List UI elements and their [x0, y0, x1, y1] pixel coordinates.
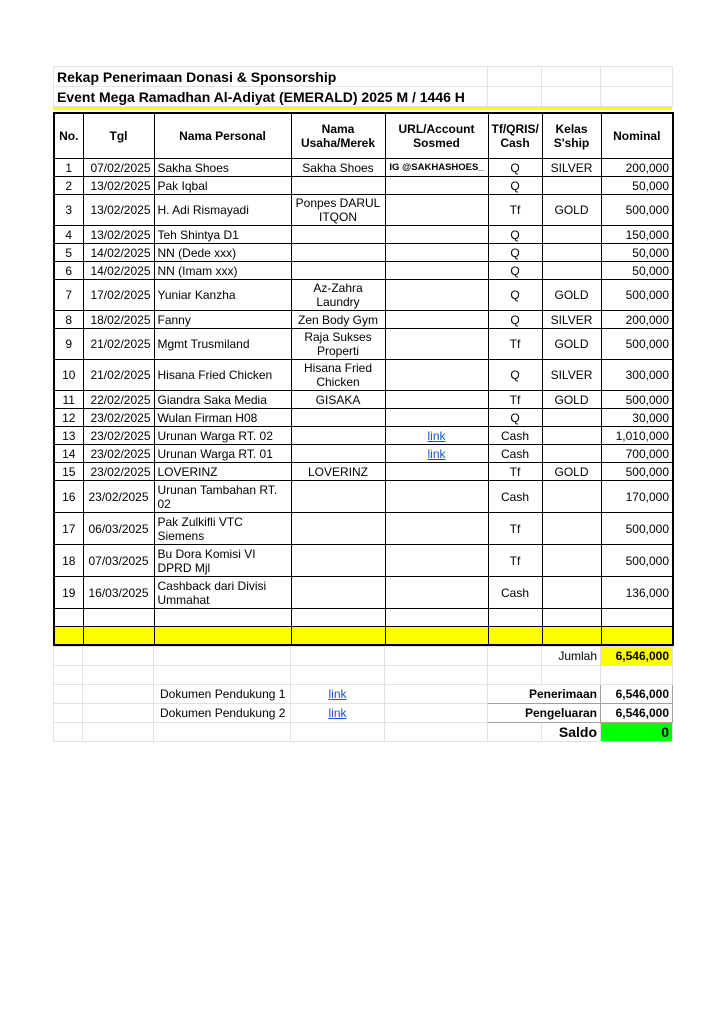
- document-label-1: Dokumen Pendukung 1: [154, 685, 291, 704]
- row-kelas: GOLD: [542, 463, 601, 481]
- row-url-account: [385, 463, 488, 481]
- row-url-account: [385, 226, 488, 244]
- row-kelas: SILVER: [542, 311, 601, 329]
- document-row-2: [54, 704, 673, 723]
- row-date: 18/02/2025: [83, 311, 154, 329]
- table-row: [54, 445, 673, 463]
- table-row: [54, 577, 673, 609]
- row-nama-personal: NN (Imam xxx): [154, 262, 291, 280]
- row-kelas: SILVER: [542, 360, 601, 391]
- row-number: 19: [54, 577, 83, 609]
- table-row: [54, 545, 673, 577]
- row-kelas: [542, 262, 601, 280]
- empty-row: [54, 609, 673, 627]
- table-row: [54, 280, 673, 311]
- row-payment-method: Q: [488, 226, 542, 244]
- row-nama-personal: H. Adi Rismayadi: [154, 195, 291, 226]
- row-payment-method: Q: [488, 360, 542, 391]
- row-nominal: 136,000: [601, 577, 673, 609]
- table-row: [54, 409, 673, 427]
- row-payment-method: Q: [488, 280, 542, 311]
- row-nama-usaha: [291, 445, 385, 463]
- row-nama-usaha: Hisana Fried Chicken: [291, 360, 385, 391]
- report-title: Rekap Penerimaan Donasi & Sponsorship: [54, 67, 488, 87]
- row-nama-personal: Teh Shintya D1: [154, 226, 291, 244]
- row-payment-method: Q: [488, 159, 542, 177]
- row-number: 16: [54, 481, 83, 513]
- row-nama-personal: Giandra Saka Media: [154, 391, 291, 409]
- row-nama-usaha: [291, 177, 385, 195]
- row-nominal: 700,000: [601, 445, 673, 463]
- row-nama-personal: Hisana Fried Chicken: [154, 360, 291, 391]
- header-payment: Tf/QRIS/ Cash: [488, 113, 542, 159]
- row-kelas: [542, 244, 601, 262]
- row-url-account: [385, 577, 488, 609]
- table-row: [54, 262, 673, 280]
- row-nama-personal: Urunan Tambahan RT. 02: [154, 481, 291, 513]
- row-nama-personal: Wulan Firman H08: [154, 409, 291, 427]
- row-date: 16/03/2025: [83, 577, 154, 609]
- row-url-account: [385, 195, 488, 226]
- row-nama-personal: Bu Dora Komisi VI DPRD Mjl: [154, 545, 291, 577]
- row-nama-usaha: GISAKA: [291, 391, 385, 409]
- document-link-2[interactable]: link: [328, 706, 347, 720]
- row-nominal: 500,000: [601, 545, 673, 577]
- row-number: 8: [54, 311, 83, 329]
- saldo-label: Saldo: [542, 723, 601, 742]
- row-number: 6: [54, 262, 83, 280]
- row-date: 21/02/2025: [83, 360, 154, 391]
- row-nominal: 500,000: [601, 280, 673, 311]
- row-nama-usaha: [291, 481, 385, 513]
- row-kelas: [542, 226, 601, 244]
- row-url-account: IG @SAKHASHOES_: [385, 159, 488, 177]
- row-kelas: [542, 445, 601, 463]
- header-nama-personal: Nama Personal: [154, 113, 291, 159]
- row-nama-usaha: [291, 262, 385, 280]
- document-label-2: Dokumen Pendukung 2: [154, 704, 291, 723]
- row-number: 1: [54, 159, 83, 177]
- row-payment-method: Tf: [488, 463, 542, 481]
- row-payment-method: Q: [488, 409, 542, 427]
- header-tgl: Tgl: [83, 113, 154, 159]
- table-row: [54, 311, 673, 329]
- row-nama-personal: Urunan Warga RT. 02: [154, 427, 291, 445]
- row-number: 17: [54, 513, 83, 545]
- highlight-row: [54, 627, 673, 646]
- row-kelas: [542, 577, 601, 609]
- document-row-1: [54, 685, 673, 704]
- row-url-account: [385, 360, 488, 391]
- header-no: No.: [54, 113, 83, 159]
- row-payment-method: Q: [488, 244, 542, 262]
- row-payment-method: Tf: [488, 391, 542, 409]
- row-nama-usaha: [291, 409, 385, 427]
- row-date: 14/02/2025: [83, 244, 154, 262]
- row-nominal: 500,000: [601, 329, 673, 360]
- row-nominal: 50,000: [601, 262, 673, 280]
- row-url-account: [385, 329, 488, 360]
- row-nominal: 150,000: [601, 226, 673, 244]
- row-payment-method: Tf: [488, 195, 542, 226]
- row-number: 7: [54, 280, 83, 311]
- row-number: 9: [54, 329, 83, 360]
- sosmed-link[interactable]: link: [427, 428, 446, 443]
- row-number: 11: [54, 391, 83, 409]
- row-payment-method: Tf: [488, 513, 542, 545]
- penerimaan-value: 6,546,000: [601, 685, 673, 704]
- row-kelas: [542, 177, 601, 195]
- donation-table: [53, 112, 674, 646]
- row-date: 23/02/2025: [83, 427, 154, 445]
- row-date: 17/02/2025: [83, 280, 154, 311]
- row-number: 4: [54, 226, 83, 244]
- row-url-account: [385, 391, 488, 409]
- row-kelas: [542, 513, 601, 545]
- table-row: [54, 195, 673, 226]
- row-nominal: 170,000: [601, 481, 673, 513]
- row-date: 13/02/2025: [83, 226, 154, 244]
- table-row: [54, 463, 673, 481]
- table-row: [54, 226, 673, 244]
- row-kelas: GOLD: [542, 280, 601, 311]
- saldo-value: 0: [601, 723, 673, 742]
- title-block: [53, 66, 673, 107]
- row-nama-personal: Sakha Shoes: [154, 159, 291, 177]
- event-subtitle: Event Mega Ramadhan Al-Adiyat (EMERALD) 2025 M / 1446 H: [54, 87, 488, 107]
- row-nominal: 200,000: [601, 159, 673, 177]
- row-payment-method: Q: [488, 311, 542, 329]
- row-kelas: GOLD: [542, 391, 601, 409]
- row-date: 07/03/2025: [83, 545, 154, 577]
- row-date: 23/02/2025: [83, 481, 154, 513]
- pengeluaran-label: Pengeluaran: [488, 704, 601, 723]
- spreadsheet: [53, 66, 674, 742]
- row-date: 21/02/2025: [83, 329, 154, 360]
- table-row: [54, 481, 673, 513]
- row-payment-method: Cash: [488, 577, 542, 609]
- row-payment-method: Cash: [488, 427, 542, 445]
- row-payment-method: Q: [488, 177, 542, 195]
- table-row: [54, 391, 673, 409]
- row-number: 15: [54, 463, 83, 481]
- table-row: [54, 244, 673, 262]
- row-kelas: [542, 427, 601, 445]
- row-number: 13: [54, 427, 83, 445]
- row-nama-usaha: [291, 577, 385, 609]
- table-row: [54, 427, 673, 445]
- row-number: 18: [54, 545, 83, 577]
- row-url-account: [385, 513, 488, 545]
- row-number: 12: [54, 409, 83, 427]
- row-date: 23/02/2025: [83, 463, 154, 481]
- row-nama-personal: Mgmt Trusmiland: [154, 329, 291, 360]
- document-link-1[interactable]: link: [328, 687, 347, 701]
- row-nama-usaha: Az-Zahra Laundry: [291, 280, 385, 311]
- row-url-account: [385, 545, 488, 577]
- footer-block: [53, 646, 673, 742]
- row-nama-personal: LOVERINZ: [154, 463, 291, 481]
- row-date: 22/02/2025: [83, 391, 154, 409]
- row-kelas: GOLD: [542, 329, 601, 360]
- row-nama-personal: Urunan Warga RT. 01: [154, 445, 291, 463]
- row-url-account: [385, 481, 488, 513]
- row-date: 13/02/2025: [83, 195, 154, 226]
- row-url-account: [385, 409, 488, 427]
- jumlah-value: 6,546,000: [601, 647, 673, 666]
- table-row: [54, 513, 673, 545]
- row-date: 06/03/2025: [83, 513, 154, 545]
- row-nama-usaha: Sakha Shoes: [291, 159, 385, 177]
- row-number: 5: [54, 244, 83, 262]
- row-nominal: 50,000: [601, 244, 673, 262]
- header-row: [54, 113, 673, 159]
- row-url-account: [385, 311, 488, 329]
- pengeluaran-value: 6,546,000: [601, 704, 673, 723]
- row-nominal: 30,000: [601, 409, 673, 427]
- header-nama-usaha: Nama Usaha/Merek: [291, 113, 385, 159]
- row-nama-personal: Pak Iqbal: [154, 177, 291, 195]
- row-nama-usaha: LOVERINZ: [291, 463, 385, 481]
- row-nama-personal: Fanny: [154, 311, 291, 329]
- row-nominal: 1,010,000: [601, 427, 673, 445]
- row-nama-personal: Cashback dari Divisi Ummahat: [154, 577, 291, 609]
- row-nominal: 500,000: [601, 463, 673, 481]
- row-nama-usaha: [291, 427, 385, 445]
- row-nama-personal: Yuniar Kanzha: [154, 280, 291, 311]
- row-date: 23/02/2025: [83, 445, 154, 463]
- penerimaan-label: Penerimaan: [488, 685, 601, 704]
- row-nominal: 500,000: [601, 391, 673, 409]
- row-url-account: [385, 244, 488, 262]
- jumlah-row: [54, 647, 673, 666]
- table-row: [54, 177, 673, 195]
- table-row: [54, 329, 673, 360]
- row-url-account: [385, 262, 488, 280]
- jumlah-label: Jumlah: [542, 647, 601, 666]
- row-payment-method: Cash: [488, 481, 542, 513]
- row-nominal: 50,000: [601, 177, 673, 195]
- saldo-row: [54, 723, 673, 742]
- row-nominal: 500,000: [601, 195, 673, 226]
- sosmed-link[interactable]: link: [427, 446, 446, 461]
- row-url-account: [385, 445, 488, 463]
- row-date: 07/02/2025: [83, 159, 154, 177]
- row-payment-method: Cash: [488, 445, 542, 463]
- row-nominal: 500,000: [601, 513, 673, 545]
- row-kelas: GOLD: [542, 195, 601, 226]
- table-row: [54, 159, 673, 177]
- row-kelas: SILVER: [542, 159, 601, 177]
- row-nama-personal: Pak Zulkifli VTC Siemens: [154, 513, 291, 545]
- header-url-account: URL/Account Sosmed: [385, 113, 488, 159]
- row-number: 3: [54, 195, 83, 226]
- row-nama-usaha: Raja Sukses Properti: [291, 329, 385, 360]
- row-nominal: 300,000: [601, 360, 673, 391]
- row-url-account: [385, 280, 488, 311]
- row-kelas: [542, 409, 601, 427]
- row-kelas: [542, 481, 601, 513]
- header-nominal: Nominal: [601, 113, 673, 159]
- row-date: 13/02/2025: [83, 177, 154, 195]
- row-nama-usaha: [291, 545, 385, 577]
- row-nama-usaha: Zen Body Gym: [291, 311, 385, 329]
- row-number: 14: [54, 445, 83, 463]
- row-nominal: 200,000: [601, 311, 673, 329]
- row-url-account: [385, 427, 488, 445]
- table-body: [54, 159, 673, 609]
- row-url-account: [385, 177, 488, 195]
- row-nama-usaha: Ponpes DARUL ITQON: [291, 195, 385, 226]
- row-date: 14/02/2025: [83, 262, 154, 280]
- row-nama-usaha: [291, 244, 385, 262]
- row-number: 2: [54, 177, 83, 195]
- row-nama-usaha: [291, 226, 385, 244]
- row-number: 10: [54, 360, 83, 391]
- row-date: 23/02/2025: [83, 409, 154, 427]
- table-row: [54, 360, 673, 391]
- row-payment-method: Tf: [488, 329, 542, 360]
- row-kelas: [542, 545, 601, 577]
- row-nama-usaha: [291, 513, 385, 545]
- row-payment-method: Q: [488, 262, 542, 280]
- row-nama-personal: NN (Dede xxx): [154, 244, 291, 262]
- row-payment-method: Tf: [488, 545, 542, 577]
- header-kelas: Kelas S'ship: [542, 113, 601, 159]
